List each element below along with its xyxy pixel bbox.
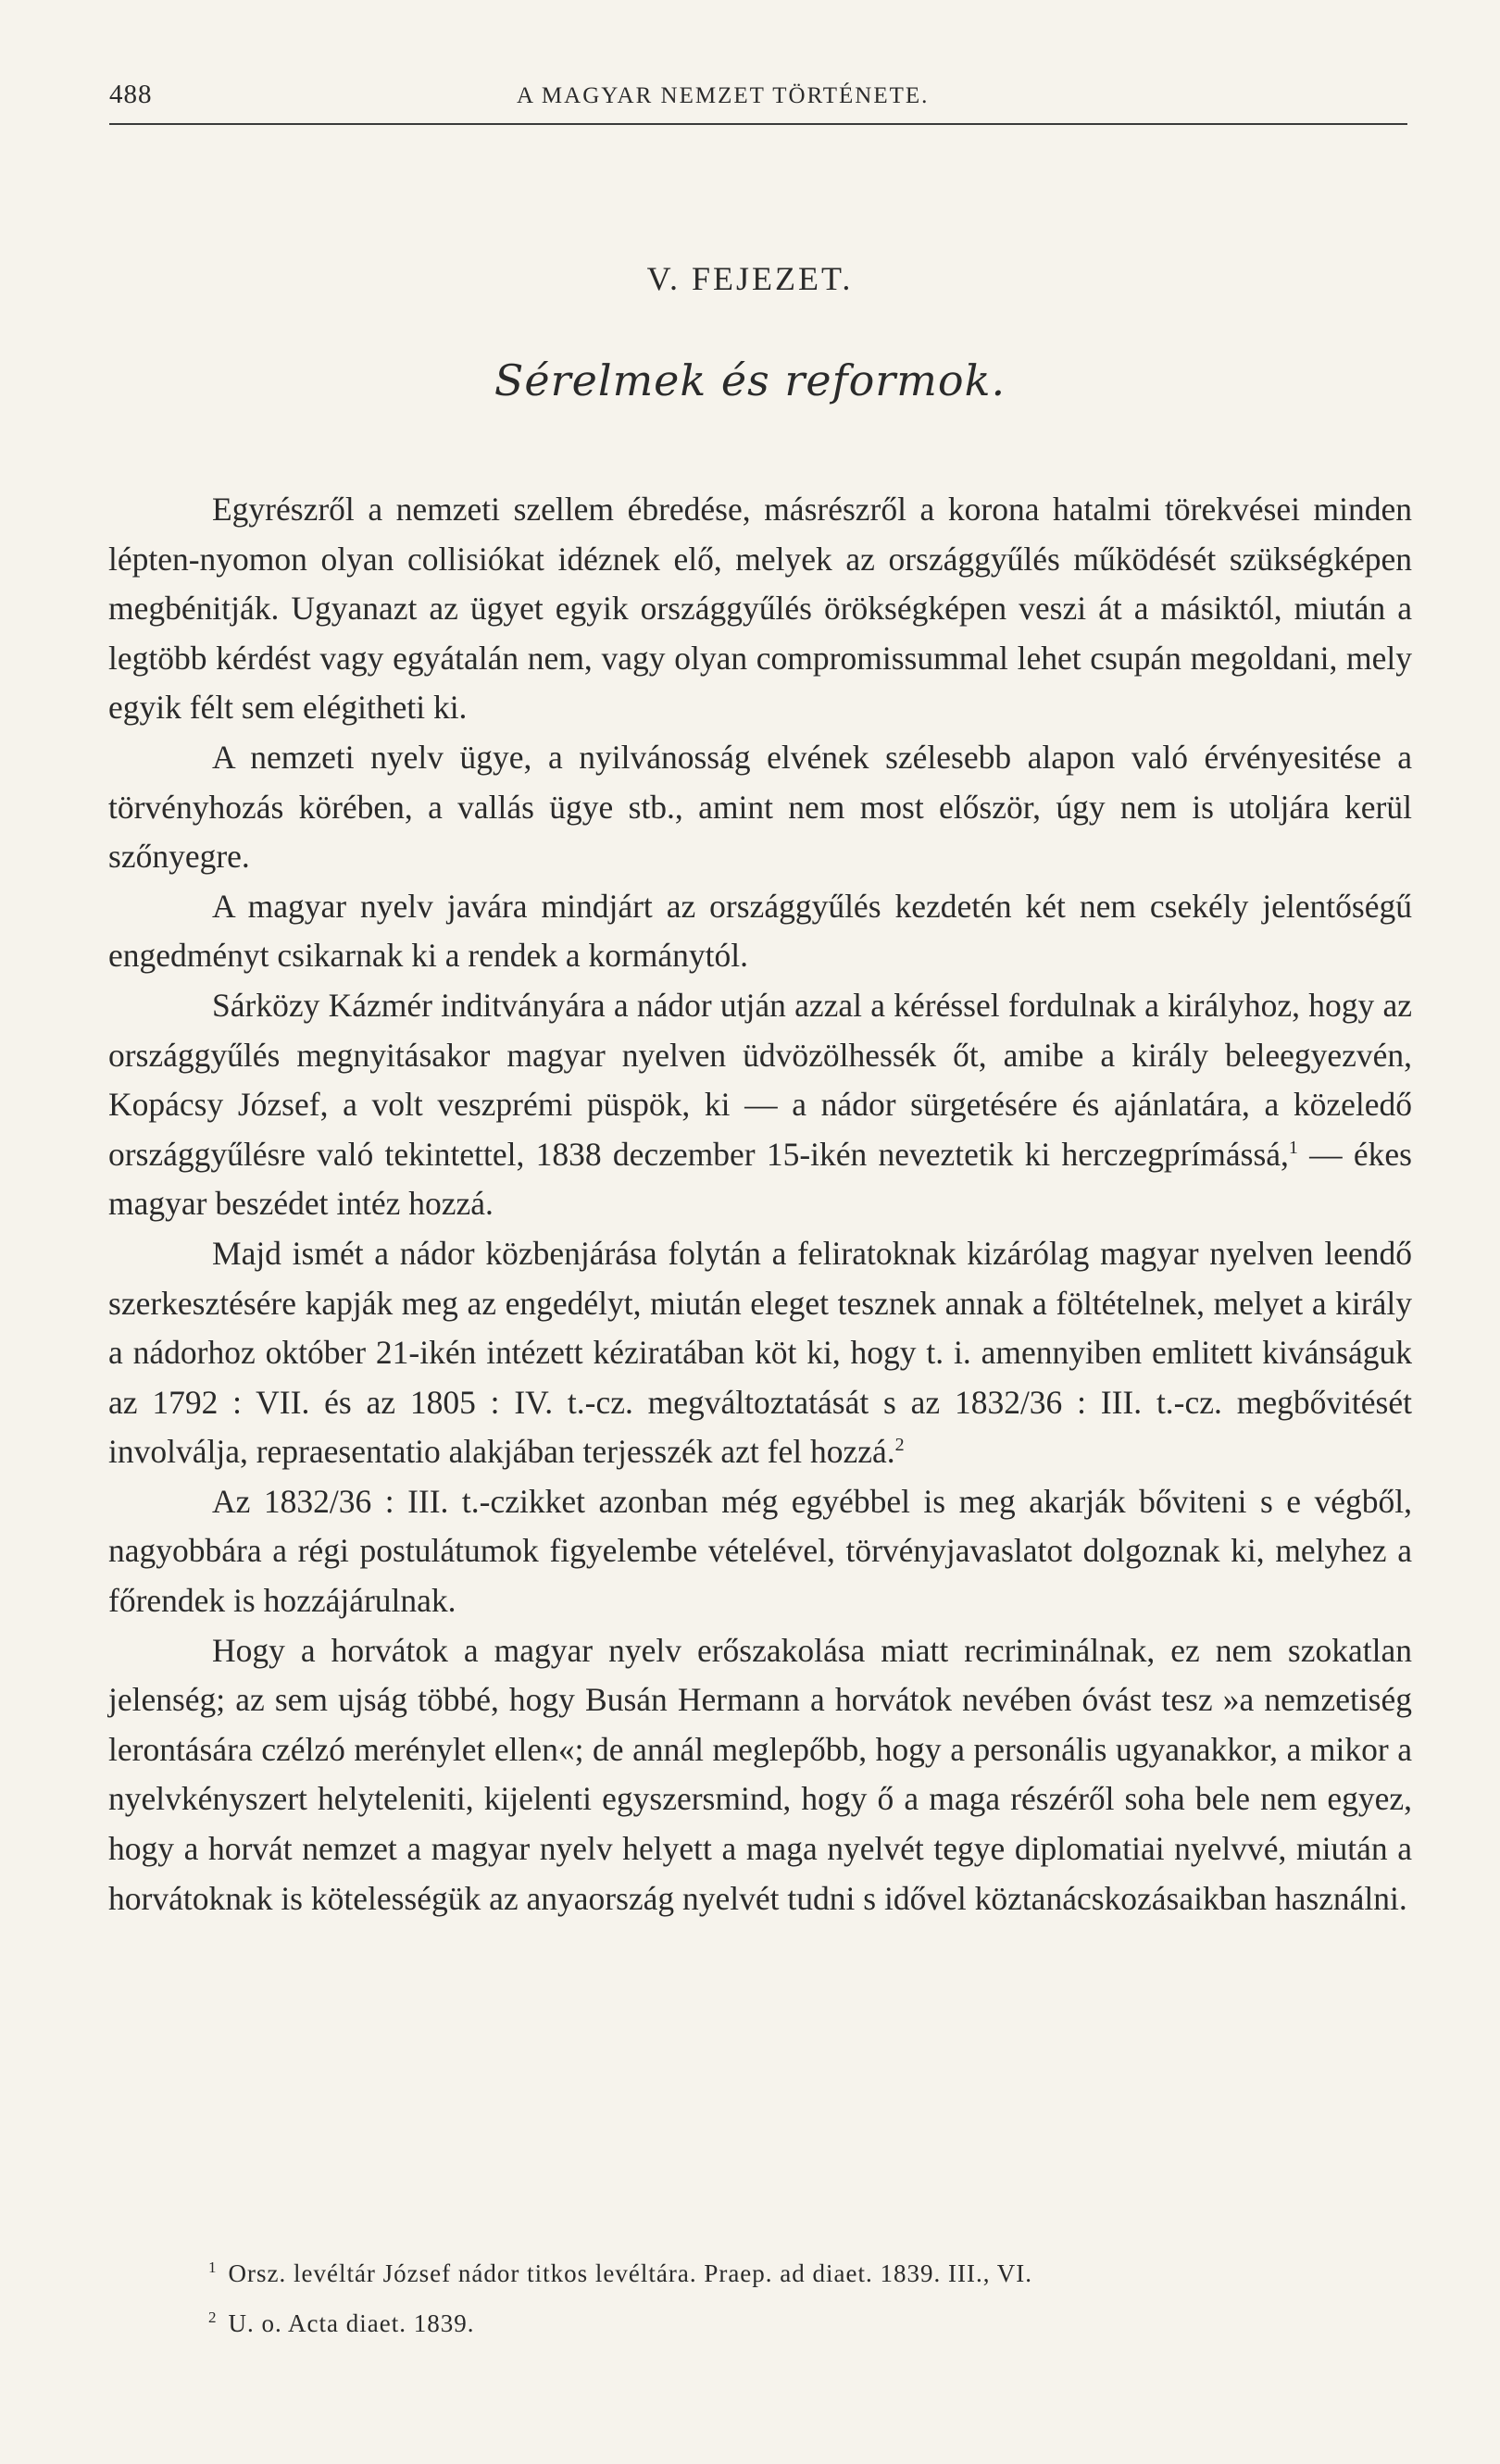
running-title: A MAGYAR NEMZET TÖRTÉNETE. — [517, 83, 930, 108]
paragraph: A nemzeti nyelv ügye, a nyilvánosság elvének szélesebb alapon való érvényesitése a törvényhozás körében, a vallás ügye stb., amint nem most először, úgy nem is utoljára kerül szőnyegre. — [108, 738, 1412, 876]
paragraph: Az 1832/36 : III. t.-czikket azonban még egyébbel is meg akarják bőviteni s e végből, nagyobbára a régi postulátumok figyelembe vételével, törvényjavaslatot dolgoznak ki, melyhez a főrendek is hozzájárulnak. — [108, 1482, 1412, 1620]
header-rule — [109, 123, 1407, 125]
paragraph: Majd ismét a nádor közbenjárása folytán a feliratoknak kizárólag magyar nyelven leendő szerkesztésére kapják meg az engedélyt, miután eleget tesznek annak a föltételnek, melyet a király a nádorhoz október 21-ikén intézett kéziratában köt ki, hogy t. i. amennyiben emlitett kivánságuk az 1792 : VII. és az 1805 : IV. t.-cz. megváltoztatását s az 1832/36 : III. t.-cz. megbővitését involválja, repraesentatio alakjában terjesszék azt fel hozzá.$^2$ — [108, 1234, 1412, 1471]
footnote — [208, 2246, 1412, 2296]
footnote-reference: 2 — [894, 1435, 905, 1456]
paragraph: Egyrészről a nemzeti szellem ébredése, másrészről a korona hatalmi törekvései minden lépten-nyomon olyan collisiókat idéznek elő, melyek az országgyűlés működését szükségképen megbénitják. Ugyanazt az ügyet egyik országgyűlés örökségképen veszi át a másiktól, miután a legtöbb kérdést vagy egyátalán nem, vagy olyan compromissummal lehet csupán megoldani, mely egyik félt sem elégitheti ki. — [108, 491, 1412, 727]
footnote-mark: 2 — [208, 2308, 218, 2326]
paragraph: Hogy a horvátok a magyar nyelv erőszakolása miatt recriminálnak, ez nem szokatlan jelenség; az sem ujság többé, hogy Busán Hermann a horvátok nevében óvást tesz »a nemzetiség lerontására czélzó merénylet ellen«; de annál meglepőbb, hogy a personális ugyanakkor, a mikor a nyelvkényszert helyteleniti, kijelenti egyszersmind, hogy ő a maga részéről soha bele nem egyez, hogy a horvát nemzet a magyar nyelv helyett a maga nyelvét tegye diplomatiai nyelvvé, miután a horvátoknak is kötelességük az anyaország nyelvét tudni s idővel köztanácskozásaikban használni. — [108, 1631, 1412, 1917]
footnote-text: U. o. Acta diaet. 1839. — [228, 2309, 475, 2337]
footnote-reference: 1 — [1288, 1137, 1298, 1158]
chapter-title: Sérelmek és reformok. — [494, 355, 1006, 405]
paragraph: Sárközy Kázmér inditványára a nádor utján azzal a kéréssel fordulnak a királyhoz, hogy az országgyűlés megnyitásakor magyar nyelven üdvözölhessék őt, amibe a király beleegyezvén, Kopácsy József, a volt veszprémi püspök, ki — a nádor sürgetésére és ajánlatára, a közeledő országgyűlésre való tekintettel, 1838 deczember 15-ikén neveztetik ki herczegprímássá,$^1$ — ékes magyar beszédet intéz hozzá. — [108, 986, 1412, 1223]
footnote-text: Orsz. levéltár József nádor titkos levéltára. Praep. ad diaet. 1839. III., VI. — [228, 2259, 1032, 2287]
body-text — [108, 485, 1412, 1923]
chapter-number: V. FEJEZET. — [646, 260, 854, 297]
footnote — [208, 2296, 1412, 2346]
footnotes — [208, 2246, 1412, 2346]
footnote-mark: 1 — [208, 2259, 218, 2276]
running-header — [109, 80, 1406, 117]
page-number: 488 — [109, 80, 153, 109]
paragraph: A magyar nyelv javára mindjárt az országgyűlés kezdetén két nem csekély jelentőségű engedményt csikarnak ki a rendek a kormánytól. — [108, 887, 1412, 975]
